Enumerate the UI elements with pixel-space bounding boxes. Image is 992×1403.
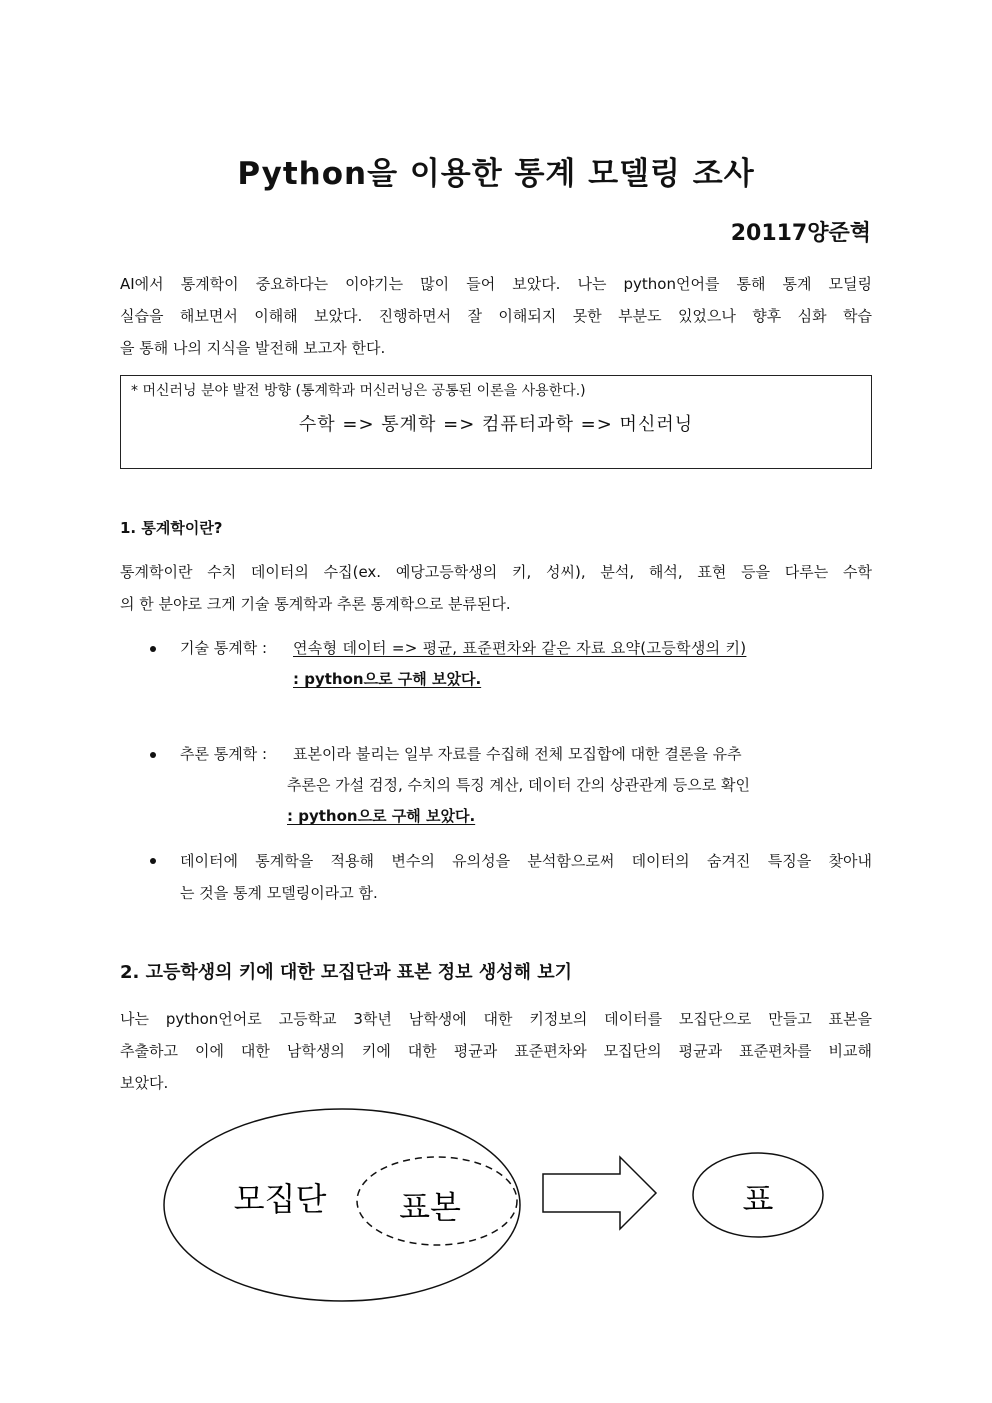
section2-heading: 2. 고등학생의 키에 대한 모집단과 표본 정보 생성해 보기 <box>120 962 573 983</box>
intro-line: 실습을 해보면서 이해해 보았다. 진행하면서 잘 이해되지 못한 부분도 있었으나 향후 심화 학습 <box>120 307 872 325</box>
section2-line: 보았다. <box>120 1074 169 1092</box>
intro-line: AI에서 통계학이 중요하다는 이야기는 많이 들어 보았다. 나는 python언어를 통해 통계 모딜링 <box>120 275 872 293</box>
result-label: 표 <box>742 1180 774 1218</box>
bullet-modeling-line2: 는 것을 통계 모델링이라고 함. <box>180 884 378 902</box>
population-ellipse <box>164 1109 520 1301</box>
bullet-inferential-label: 추론 통계학 : <box>180 745 268 763</box>
bullet-descriptive-line2: : python으로 구해 보았다. <box>293 670 482 688</box>
section2-line: 나는 python언어로 고등학교 3학년 남학생에 대한 키정보의 데이터를 모집단으로 만들고 표본을 <box>120 1010 872 1028</box>
box-note: * 머신러닝 분야 발전 방향 (통계학과 머신러닝은 공통된 이론을 사용한다.) <box>131 383 586 399</box>
right-arrow-icon <box>543 1157 656 1229</box>
bullet-modeling-line1: 데이터에 통계학을 적용해 변수의 유의성을 분석함으로써 데이터의 숨겨진 특징을 찾아내 <box>180 852 872 870</box>
bullet-descriptive-line1: 연속형 데이터 => 평균, 표준편차와 같은 자료 요약(고등학생의 키) <box>293 639 747 657</box>
box-flow: 수학 => 통계학 => 컴퓨터과학 => 머신러닝 <box>298 414 694 435</box>
intro-line: 을 통해 나의 지식을 발전해 보고자 한다. <box>120 339 386 357</box>
bullet-inferential-line2: 추론은 가설 검정, 수치의 특징 계산, 데이터 간의 상관관계 등으로 확인 <box>287 776 750 794</box>
sample-label: 표본 <box>399 1188 461 1226</box>
section2-line: 추출하고 이에 대한 남학생의 키에 대한 평균과 표준편차와 모집단의 평균과 표준편차를 비교해 <box>120 1042 872 1060</box>
section1-line: 통계학이란 수치 데이터의 수집(ex. 예당고등학생의 키, 성씨), 분석, 해석, 표현 등을 다루는 수학 <box>120 563 872 581</box>
bullet-inferential-line3: : python으로 구해 보았다. <box>287 807 476 825</box>
population-label: 모집단 <box>233 1180 327 1218</box>
bullet-inferential-line1: 표본이라 불리는 일부 자료를 수집해 전체 모집합에 대한 결론을 유추 <box>293 745 742 763</box>
section1-heading: 1. 통계학이란? <box>120 519 223 537</box>
author-name: 20117양준혁 <box>730 221 871 246</box>
bullet-descriptive-label: 기술 통계학 : <box>180 639 268 657</box>
document-title: Python을 이용한 통계 모델링 조사 <box>237 156 755 192</box>
section1-line: 의 한 분야로 크게 기술 통계학과 추론 통계학으로 분류된다. <box>120 595 511 613</box>
